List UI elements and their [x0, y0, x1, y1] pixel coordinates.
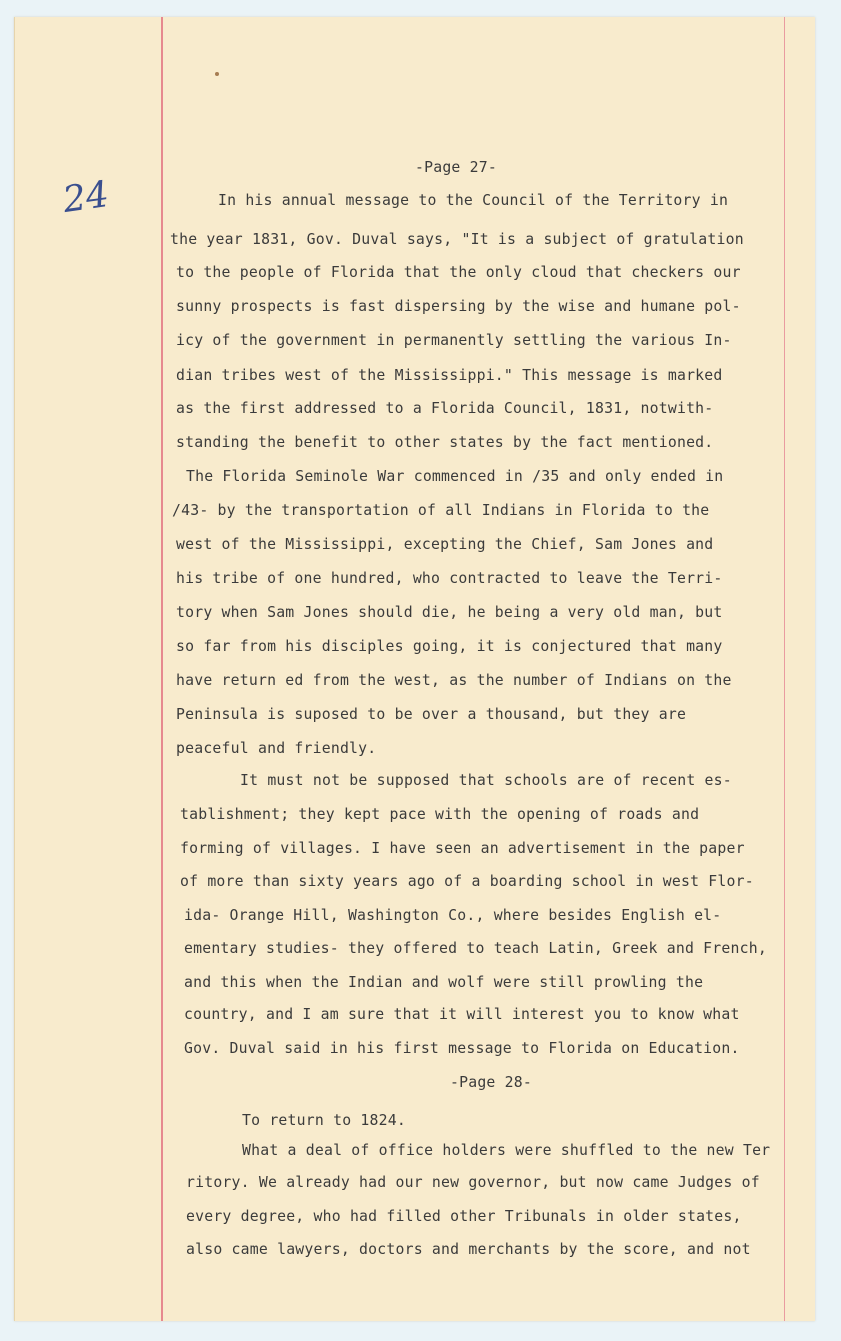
text-line: dian tribes west of the Mississippi." This message is marked: [176, 367, 723, 384]
text-line: The Florida Seminole War commenced in /35 and only ended in: [186, 468, 724, 485]
text-line: Peninsula is suposed to be over a thousand, but they are: [176, 706, 687, 723]
text-line: the year 1831, Gov. Duval says, "It is a subject of gratulation: [170, 231, 744, 248]
handwritten-page-number: 24: [60, 174, 112, 221]
text-line: sunny prospects is fast dispersing by the wise and humane pol-: [176, 298, 741, 315]
text-line: west of the Mississippi, excepting the Chief, Sam Jones and: [176, 536, 714, 553]
text-line: every degree, who had filled other Tribunals in older states,: [186, 1208, 742, 1225]
text-line: to the people of Florida that the only cloud that checkers our: [176, 264, 741, 281]
text-line: In his annual message to the Council of the Territory in: [218, 192, 729, 209]
text-line: ritory. We already had our new governor, but now came Judges of: [186, 1174, 760, 1191]
page-heading: -Page 27-: [415, 159, 497, 176]
right-margin-line: [784, 17, 785, 1321]
text-line: Gov. Duval said in his first message to Florida on Education.: [184, 1040, 740, 1057]
text-line: standing the benefit to other states by the fact mentioned.: [176, 434, 714, 451]
text-line: ementary studies- they offered to teach Latin, Greek and French,: [184, 940, 767, 957]
page-heading: -Page 28-: [450, 1074, 532, 1091]
text-line: icy of the government in permanently settling the various In-: [176, 332, 732, 349]
text-line: tory when Sam Jones should die, he being a very old man, but: [176, 604, 723, 621]
document-page: [14, 17, 815, 1321]
text-line: peaceful and friendly.: [176, 740, 377, 757]
text-line: also came lawyers, doctors and merchants by the score, and not: [186, 1241, 751, 1258]
text-line: ida- Orange Hill, Washington Co., where besides English el-: [184, 907, 722, 924]
left-margin-line: [161, 17, 163, 1321]
text-line: as the first addressed to a Florida Council, 1831, notwith-: [176, 400, 714, 417]
text-line: of more than sixty years ago of a boarding school in west Flor-: [180, 873, 754, 890]
text-line: his tribe of one hundred, who contracted to leave the Terri-: [176, 570, 723, 587]
ink-spot: [215, 72, 219, 76]
text-line: have return ed from the west, as the number of Indians on the: [176, 672, 732, 689]
text-line: /43- by the transportation of all Indians in Florida to the: [172, 502, 710, 519]
text-line: What a deal of office holders were shuffled to the new Ter: [242, 1142, 771, 1159]
text-line: To return to 1824.: [242, 1112, 406, 1129]
text-line: and this when the Indian and wolf were still prowling the: [184, 974, 704, 991]
text-line: country, and I am sure that it will interest you to know what: [184, 1006, 740, 1023]
text-line: tablishment; they kept pace with the opening of roads and: [180, 806, 700, 823]
text-line: It must not be supposed that schools are of recent es-: [240, 772, 732, 789]
text-line: forming of villages. I have seen an advertisement in the paper: [180, 840, 745, 857]
text-line: so far from his disciples going, it is conjectured that many: [176, 638, 723, 655]
